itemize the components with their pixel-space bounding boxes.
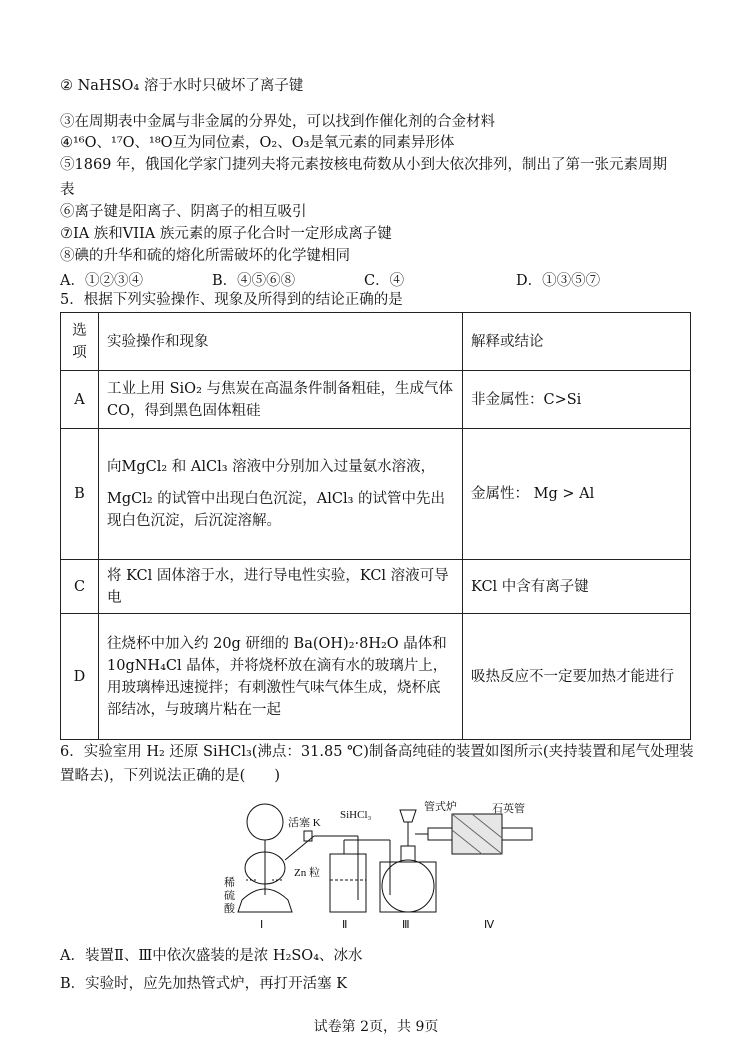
dropping-funnel <box>400 810 416 822</box>
statement-4: ④¹⁶O、¹⁷O、¹⁸O互为同位素，O₂、O₃是氧元素的同素异形体 <box>60 135 455 151</box>
label-acid-line3: 酸 <box>224 903 235 915</box>
apparatus-figure <box>222 800 542 935</box>
label-zn: Zn 粒 <box>294 867 320 879</box>
row-b-operation-line2: MgCl₂ 的试管中出现白色沉淀，AlCl₃ 的试管中先出现白色沉淀，后沉淀溶解。 <box>107 491 446 529</box>
row-a-operation: 工业上用 SiO₂ 与焦炭在高温条件制备粗硅，生成气体 CO，得到黑色固体粗硅 <box>99 371 463 429</box>
header-conclusion: 解释或结论 <box>463 313 691 371</box>
q6-option-a: A．装置Ⅱ、Ⅲ中依次盛装的是浓 H₂SO₄、冰水 <box>60 948 363 964</box>
statement-6: ⑥离子键是阳离子、阴离子的相互吸引 <box>60 204 307 220</box>
q5-stem: 5．根据下列实验操作、现象及所得到的结论正确的是 <box>60 292 403 308</box>
q4-options <box>60 269 700 289</box>
table-row <box>61 429 691 560</box>
label-iii: Ⅲ <box>402 919 410 931</box>
row-c-operation: 将 KCl 固体溶于水，进行导电性实验，KCl 溶液可导电 <box>99 560 463 614</box>
row-c-option: C <box>61 560 99 614</box>
statement-5-line1: ⑤1869 年，俄国化学家门捷列夫将元素按核电荷数从小到大依次排列，制出了第一张元素周期 <box>60 157 668 173</box>
header-option: 选项 <box>61 313 99 371</box>
label-furnace: 管式炉 <box>424 801 457 813</box>
label-iv: Ⅳ <box>484 919 495 931</box>
q4-option-a: A．①②③④ <box>60 273 143 289</box>
statement-7: ⑦IA 族和VIIA 族元素的原子化合时一定形成离子键 <box>60 226 392 242</box>
table-row <box>61 560 691 614</box>
table-row <box>61 614 691 740</box>
experiment-table <box>60 312 691 740</box>
statement-5-line2: 表 <box>60 182 75 198</box>
row-b-conclusion: 金属性： Mg > Al <box>463 429 691 560</box>
label-sihcl3: SiHCl₃ <box>340 809 372 821</box>
row-a-option: A <box>61 371 99 429</box>
valve-k <box>304 831 312 841</box>
row-a-conclusion: 非金属性：C>Si <box>463 371 691 429</box>
label-i: Ⅰ <box>260 919 264 931</box>
statement-8: ⑧碘的升华和硫的熔化所需破坏的化学键相同 <box>60 248 350 264</box>
q6-stem-line2: 置略去)，下列说法正确的是( ) <box>60 768 280 784</box>
statement-2: ② NaHSO₄ 溶于水时只破坏了离子键 <box>60 78 304 94</box>
row-b-option: B <box>61 429 99 560</box>
q4-option-c: C．④ <box>364 273 405 289</box>
q4-option-d: D．①③⑤⑦ <box>516 273 601 289</box>
label-ii: Ⅱ <box>342 919 348 931</box>
label-acid-line2: 硫 <box>224 890 235 902</box>
q6-stem-line1: 6．实验室用 H₂ 还原 SiHCl₃(沸点：31.85 ℃)制备高纯硅的装置如图所示(夹持装置和尾气处理装 <box>60 744 694 760</box>
row-b-operation-line1: 向MgCl₂ 和 AlCl₃ 溶液中分别加入过量氨水溶液， <box>107 459 436 475</box>
kipp-top-bulb <box>247 804 283 840</box>
page-footer: 试卷第 2页，共 9页 <box>313 1019 439 1035</box>
tube-i-ii <box>285 836 314 860</box>
row-d-operation: 往烧杯中加入约 20g 研细的 Ba(OH)₂·8H₂O 晶体和 10gNH₄Cl 晶体，并将烧杯放在滴有水的玻璃片上，用玻璃棒迅速搅拌；有刺激性气味气体生成，烧杯底部结冰，与玻璃片粘在一起 <box>99 614 463 740</box>
label-quartz-tube: 石英管 <box>492 803 525 815</box>
row-d-conclusion: 吸热反应不一定要加热才能进行 <box>463 614 691 740</box>
q6-option-b: B．实验时，应先加热管式炉，再打开活塞 K <box>60 976 348 992</box>
table-header-row <box>61 313 691 371</box>
row-d-option: D <box>61 614 99 740</box>
bottle-ii <box>330 854 366 912</box>
table-row <box>61 371 691 429</box>
label-valve-k: 活塞 K <box>288 817 321 829</box>
row-b-operation <box>99 429 463 560</box>
label-acid-line1: 稀 <box>224 877 235 889</box>
row-c-conclusion: KCl 中含有离子键 <box>463 560 691 614</box>
header-operation: 实验操作和现象 <box>99 313 463 371</box>
statement-3: ③在周期表中金属与非金属的分界处，可以找到作催化剂的合金材料 <box>60 114 495 130</box>
q4-option-b: B．④⑤⑥⑧ <box>212 273 296 289</box>
